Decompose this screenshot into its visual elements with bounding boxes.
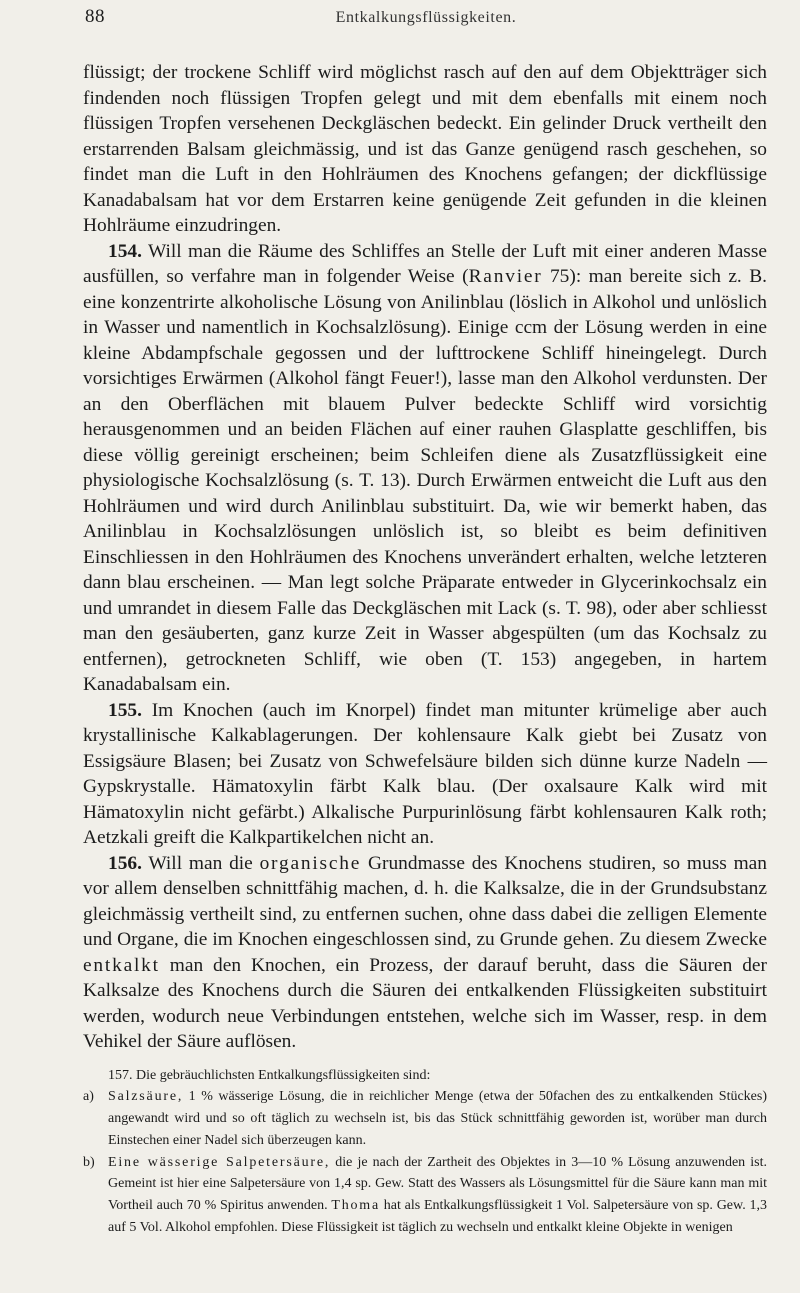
section-number-156: 156. <box>108 852 142 874</box>
note-text-b-a: die je nach der Zartheit des Objektes in 3—10 % Lösung anzuwenden ist. Gemeint ist hier eine Salpetersäure von 1,4 sp. Gew. Statt des Wassers als Lösungsmittel für die Säure kann man mit Vortheil auch 70 % Spiritus anwenden. <box>108 1154 767 1214</box>
paragraph-155-text: Im Knochen (auch im Knorpel) findet man mitunter krümelige aber auch krystallinische Kalkablagerungen. Der kohlensaure Kalk giebt bei Zusatz von Essigsäure Blasen; bei Zusatz von Schwefelsäure bilden sich dünne kurze Nadeln — Gypskrystalle. Hämatoxylin färbt Kalk blau. (Der oxalsaure Kalk wird mit Hämatoxylin nicht gefärbt.) Alkalische Purpurinlösung färbt kohlensauren Kalk roth; Aetzkali greift die Kalkpartikelchen nicht an. <box>83 699 768 848</box>
paragraph-154 <box>83 239 767 698</box>
page-header <box>85 6 767 34</box>
paragraph-154-text-a: Will man die Räume des Schliffes an Stelle der Luft mit einer anderen Masse ausfüllen, so verfahre man in folgender Weise ( <box>83 240 767 287</box>
term-entkalkt: entkalkt <box>83 954 160 976</box>
note-text-a: 1 % wässerige Lösung, die in reichlicher Menge (etwa der 50fachen des zu entkalkenden Stückes) angewandt wird und so oft täglich zu wechseln ist, bis das Stück schnittfähig geworden ist, worüber man durch Einstechen einer Nadel sich überzeugen kann. <box>108 1089 767 1148</box>
running-title: Entkalkungsflüssigkeiten. <box>335 9 517 26</box>
paragraph-156-text-b: Grundmasse des Knochens studiren, so muss man vor allem denselben schnittfähig machen, d. h. die Kalksalze, die in der Grundsubstanz gleichmässig vertheilt sind, zu entfernen suchen, ohne dass dabei die zelligen Elemente und Organe, die im Knochen eingeschlossen sind, zu Grunde gehen. Zu diesem Zwecke <box>83 852 767 950</box>
note-term-a: Salzsäure, <box>108 1089 184 1105</box>
small-print-section <box>83 1065 767 1239</box>
note-157-intro: 157. Die gebräuchlichsten Entkalkungsflüssigkeiten sind: <box>108 1067 431 1083</box>
body-text <box>83 60 767 1239</box>
note-item-b <box>83 1152 767 1239</box>
section-number-155: 155. <box>108 699 142 721</box>
author-ranvier: Ranvier <box>468 266 543 287</box>
note-item-a <box>83 1086 767 1151</box>
author-thoma: Thoma <box>331 1198 381 1214</box>
term-organische: organische <box>259 852 362 874</box>
paragraph-156-text-a: Will man die <box>148 852 260 874</box>
section-number-154: 154. <box>108 240 142 262</box>
paragraph-156-text-c: man den Knochen, ein Prozess, der darauf beruht, dass die Säuren der Kalksalze des Knochens durch die Säuren dei entkalkenden Flüssigkeiten substituirt werden, wodurch neue Verbindungen entstehen, welche sich im Wasser, resp. in dem Vehikel der Säure auflösen. <box>83 954 767 1052</box>
note-text-b-b: hat als Entkalkungsflüssigkeit 1 Vol. Salpetersäure von sp. Gew. 1,3 auf 5 Vol. Alkohol empfohlen. Diese Flüssigkeit ist täglich zu wechseln und entkalkt kleine Objekte in wenigen <box>108 1198 767 1236</box>
note-label-a: a) <box>83 1089 94 1105</box>
note-term-b: Eine wässerige Salpetersäure, <box>108 1154 331 1170</box>
paragraph-continuation: flüssigt; der trockene Schliff wird möglichst rasch auf den auf dem Objektträger sich findenden noch flüssigen Tropfen gelegt und mit dem ebenfalls mit einem noch flüssigen Tropfen versehenen Deckgläschen bedeckt. Ein gelinder Druck vertheilt den erstarrenden Balsam gleichmässig, und ist das Ganze genügend rasch geschehen, so findet man die Luft in den Hohlräumen des Knochens gefangen; der dickflüssige Kanadabalsam hat vor dem Erstarren keine genügende Zeit gefunden in die kleinen Hohlräume einzudringen. <box>83 62 767 236</box>
page-number: 88 <box>85 6 105 27</box>
note-label-b: b) <box>83 1154 95 1170</box>
paragraph-155 <box>83 698 767 851</box>
paragraph-156 <box>83 851 767 1055</box>
paragraph-154-text-b: 75): man bereite sich z. B. eine konzentrirte alkoholische Lösung von Anilinblau (löslich in Alkohol und unlöslich in Wasser und namentlich in Kochsalzlösung). Einige ccm der Lösung werden in eine kleine Abdampfschale gegossen und der lufttrockene Schliff hineingelegt. Durch vorsichtiges Erwärmen (Alkohol fängt Feuer!), lasse man den Alkohol verdunsten. Der an den Oberflächen mit blauem Pulver bedeckte Schliff wird vorsichtig herausgenommen und an beiden Flächen auf einer rauhen Glasplatte geschliffen, bis diese völlig gereinigt erscheinen; beim Schleifen diene als Zusatzflüssigkeit eine physiologische Kochsalzlösung (s. T. 13). Durch Erwärmen entweicht die Luft aus den Hohlräumen und wird durch Anilinblau substituirt. Da, wie wir bemerkt haben, das Anilinblau in Kochsalzlösungen unlöslich ist, so bleibt es beim definitiven Einschliessen in den Hohlräumen des Knochens unverändert erhalten, welche letzteren dann blau erscheinen. — Man legt solche Präparate entweder in Glycerinkochsalz ein und umrandet in diesem Falle das Deckgläschen mit Lack (s. T. 98), oder aber schliesst man den gesäuberten, ganz kurze Zeit in Wasser abgespülten (um das Kochsalz zu entfernen), getrockneten Schliff, wie oben (T. 153) angegeben, in hartem Kanadabalsam ein. <box>83 266 767 695</box>
